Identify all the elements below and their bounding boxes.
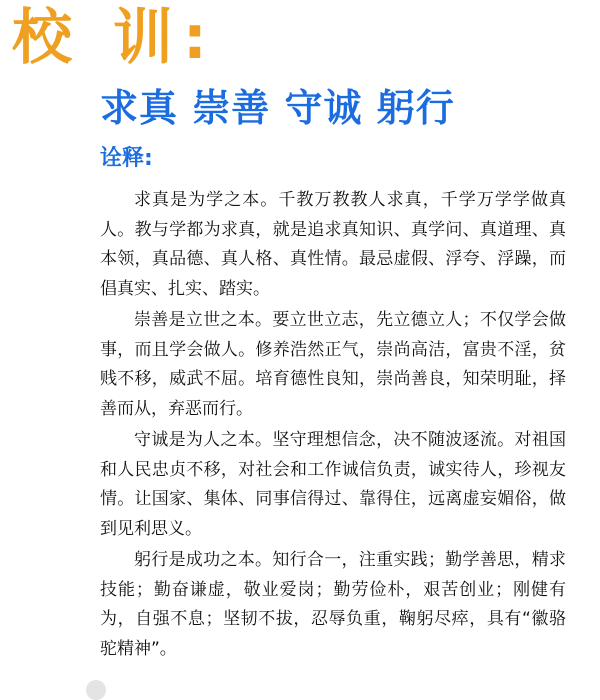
paragraph-keep-honesty: 守诚是为人之本。坚守理想信念，决不随波逐流。对祖国和人民忠贞不移，对社会和工作诚信负责，诚实待人，珍视友情。让国家、集体、同事信得过、靠得住，远离虚妄媚俗，做到见利思义。 bbox=[100, 430, 566, 539]
decorative-dot bbox=[86, 680, 106, 700]
paragraph-practice: 躬行是成功之本。知行合一，注重实践；勤学善思，精求技能；勤奋谦虚，敬业爱岗；勤劳俭朴，艰苦创业；刚健有为，自强不息；坚韧不拔，忍辱负重，鞠躬尽瘁，具有“徽骆驼精神”。 bbox=[100, 550, 566, 659]
interpretation-label: 诠释: bbox=[100, 146, 153, 171]
school-motto: 求真 崇善 守诚 躬行 bbox=[100, 86, 455, 130]
interpretation-body bbox=[100, 186, 566, 666]
school-motto-heading: 校 训: bbox=[12, 3, 217, 73]
paragraph-uphold-goodness: 崇善是立世之本。要立世立志，先立德立人；不仅学会做事，而且学会做人。修养浩然正气，崇尚高洁，富贵不淫，贫贱不移，威武不屈。培育德性良知，崇尚善良，知荣明耻，择善而从，弃恶而行。 bbox=[100, 310, 566, 419]
paragraph-seek-truth: 求真是为学之本。千教万教教人求真，千学万学学做真人。教与学都为求真，就是追求真知识、真学问、真道理、真本领，真品德、真人格、真性情。最忌虚假、浮夸、浮躁，而倡真实、扎实、踏实。 bbox=[100, 190, 566, 299]
